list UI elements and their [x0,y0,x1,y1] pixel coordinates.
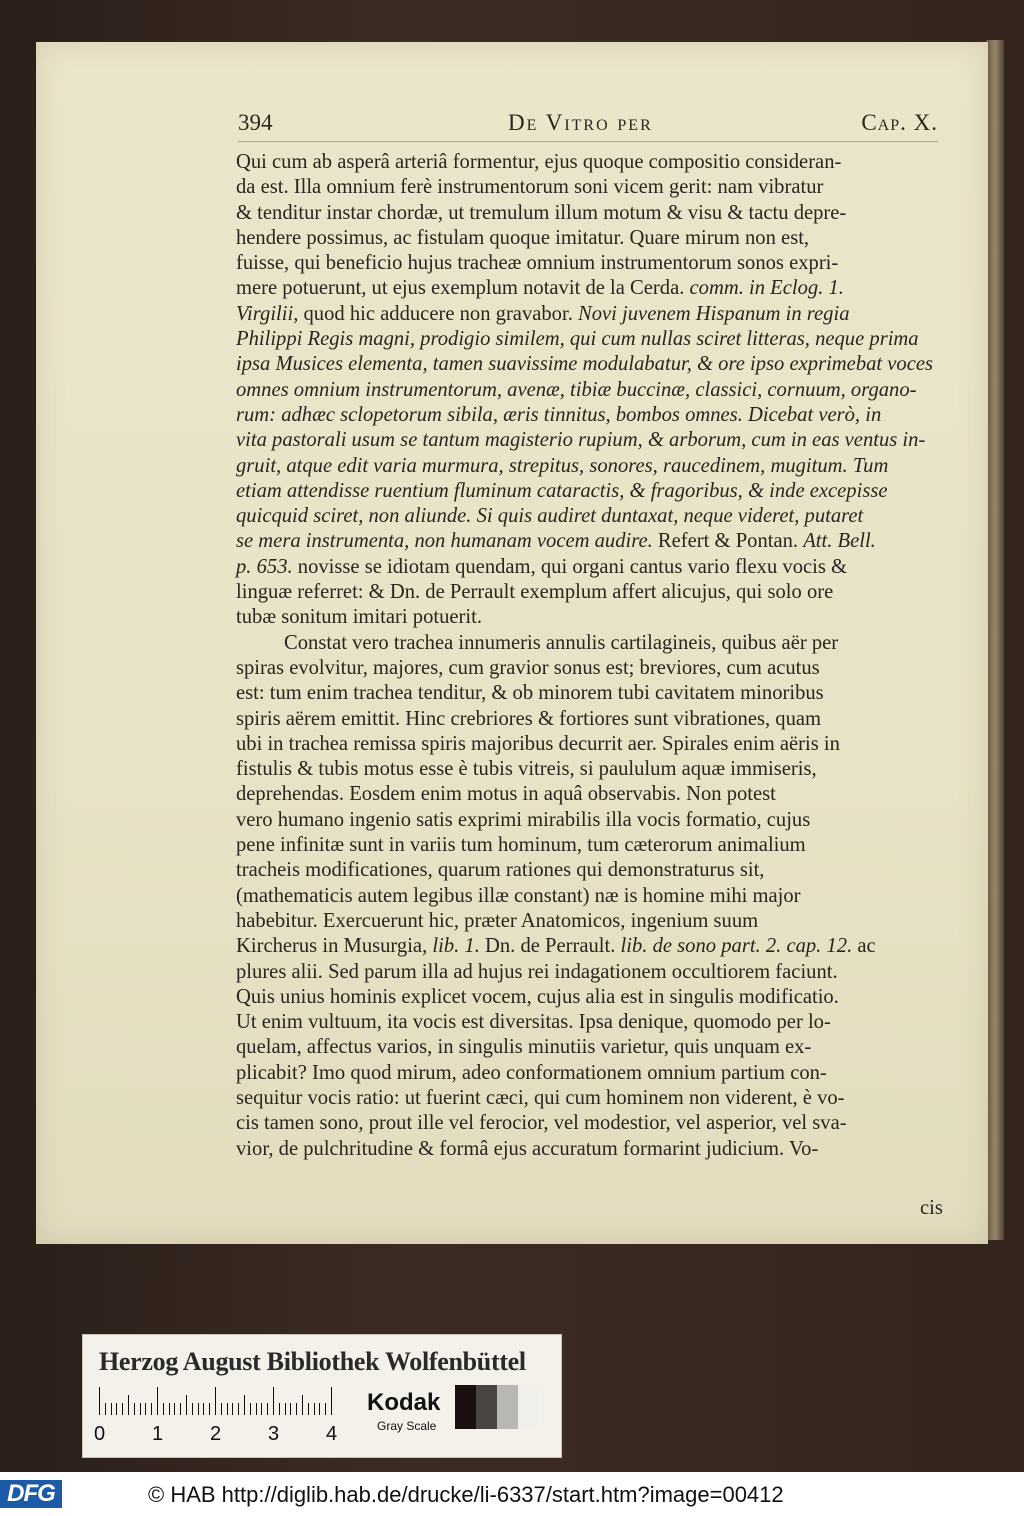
text-line [236,529,958,554]
text-line [236,909,958,934]
italic-text: lib. de sono part. 2. cap. 12. [620,935,853,958]
gray-scale-patches [455,1385,539,1429]
text-segment: tracheis modificationes, quarum rationes qui demonstraturus sit, [236,859,765,882]
page-edges [986,40,1004,1240]
ruler-number: 1 [152,1423,164,1445]
ruler-tick [331,1387,332,1415]
ruler-tick [261,1403,262,1415]
text-line [236,302,958,327]
text-line [236,580,958,605]
text-line [236,1035,958,1060]
text-line [236,454,958,479]
text-segment: spiras evolvitur, majores, cum gravior sonus est; breviores, cum acutus [236,656,820,679]
text-line [236,378,958,403]
gray-patch [497,1385,518,1429]
running-head [238,110,938,144]
text-segment: (mathematicis autem legibus illæ constant) næ is homine mihi major [236,884,801,907]
italic-text: comm. in Eclog. 1. [689,277,844,300]
text-line [236,681,958,706]
ruler-tick [314,1403,315,1415]
text-line [236,1137,958,1162]
ruler-tick [279,1403,280,1415]
ruler-tick [256,1403,257,1415]
ruler-tick [169,1403,170,1415]
italic-text: p. 653. [236,555,293,578]
ruler-tick [232,1403,233,1415]
text-line [236,782,958,807]
ruler-tick [244,1395,245,1415]
text-segment: spiris aërem emittit. Hinc crebriores & fortiores sunt vibrationes, quam [236,707,822,730]
text-segment: fistulis & tubis motus esse è tubis vitreis, si paululum aquæ immiseris, [236,758,817,781]
italic-text: ipsa Musices elementa, tamen suavissime modulabatur, & ore ipso exprimebat voces [236,353,934,376]
ruler-tick [192,1403,193,1415]
text-segment: habebitur. Exercuerunt hic, præter Anatomicos, ingenium suum [236,909,759,932]
italic-text: se mera instrumenta, non humanam vocem audire. [236,530,653,553]
library-name: Herzog August Bibliothek Wolfenbüttel [99,1347,526,1376]
ruler-tick [186,1395,187,1415]
text-segment: deprehendas. Eosdem enim motus in aquâ observabis. Non potest [236,783,776,806]
text-segment: quod hic adducere non gravabor. [298,302,578,325]
italic-text: Novi juvenem Hispanum in regia [578,302,850,325]
dfg-logo: DFG [0,1480,62,1508]
text-line [236,1086,958,1111]
ruler-tick [198,1403,199,1415]
text-segment: Qui cum ab asperâ arteriâ formentur, ejus quoque compositio consideran- [236,151,842,173]
text-line [236,226,958,251]
text-line [236,631,958,656]
gray-patch [455,1385,476,1429]
chapter-label: Cap. X. [861,110,938,135]
ruler-tick [221,1403,222,1415]
ruler-tick [267,1403,268,1415]
text-segment: quelam, affectus varios, in singulis minutiis varietur, quis unquam ex- [236,1036,812,1059]
text-line [236,833,958,858]
text-segment: da est. Illa omnium ferè instrumentorum soni vicem gerit: nam vibratur [236,176,824,199]
text-segment: pene infinitæ sunt in variis tum hominum, tum cæterorum animalium [236,834,806,857]
ruler-tick [105,1403,106,1415]
text-line [236,985,958,1010]
ruler-tick [116,1403,117,1415]
ruler-tick [111,1403,112,1415]
ruler-tick [308,1403,309,1415]
text-segment: Ut enim vultuum, ita vocis est diversitas. Ipsa denique, quomodo per lo- [236,1011,831,1034]
ruler-tick [145,1403,146,1415]
italic-text: Att. Bell. [803,530,876,553]
ruler-number: 0 [94,1423,106,1445]
text-segment: est: tum enim trachea tenditur, & ob minorem tubi cavitatem minoribus [236,682,824,705]
text-line [236,403,958,428]
italic-text: Philippi Regis magni, prodigio similem, qui cum nullas sciret litteras, neque prima [236,328,919,351]
gray-scale-label: Gray Scale [377,1419,437,1433]
text-segment: Refert & Pontan. [652,530,804,553]
text-line [236,1010,958,1035]
ruler-tick [180,1403,181,1415]
text-line [236,732,958,757]
ruler-tick [151,1403,152,1415]
ruler-tick [174,1403,175,1415]
text-segment: linguæ referret: & Dn. de Perrault exemplum affert alicujus, qui solo ore [236,581,834,604]
text-segment: mere potuerunt, ut ejus exemplum notavit de la Cerda. [236,277,690,300]
text-line [236,504,958,529]
ruler-number: 4 [326,1423,338,1445]
text-segment: ubi in trachea remissa spiris majoribus decurrit aer. Spirales enim aëris in [236,732,840,755]
italic-text: Virgilii, [236,302,299,325]
ruler-tick [128,1395,129,1415]
ruler-tick [325,1403,326,1415]
ruler-tick [227,1403,228,1415]
text-line [236,201,958,226]
text-segment: ac [852,935,876,958]
text-segment: tubæ sonitum imitari potuerit. [236,606,482,629]
text-line [236,428,958,453]
text-line [236,757,958,782]
text-segment: Quis unius hominis explicet vocem, cujus alia est in singulis modificatio. [236,985,839,1008]
ruler-tick [238,1403,239,1415]
text-segment: Kircherus in Musurgia, [236,935,433,958]
ruler-tick [134,1403,135,1415]
text-line [236,276,958,301]
credit-text: © HAB http://diglib.hab.de/drucke/li-6337/start.htm?image=00412 [148,1482,784,1507]
ruler-tick [296,1403,297,1415]
cm-ruler [94,1387,349,1445]
ruler-tick [285,1403,286,1415]
running-title: De Vitro per [508,110,653,135]
text-line [236,1111,958,1136]
library-color-bar [82,1334,562,1458]
text-line [236,858,958,883]
text-segment: Dn. de Perrault. [479,935,621,958]
ruler-tick [203,1403,204,1415]
text-line [236,352,958,377]
text-line [236,555,958,580]
text-line [236,884,958,909]
text-segment: plures alii. Sed parum illa ad hujus rei indagationem occultiorem faciunt. [236,960,838,983]
text-line [236,808,958,833]
text-segment: hendere possimus, ac fistulam quoque imitatur. Quare mirum non est, [236,226,810,249]
ruler-tick [290,1403,291,1415]
ruler-tick [99,1387,100,1415]
ruler-tick [273,1387,274,1415]
italic-text: rum: adhæc sclopetorum sibila, æris tinnitus, bombos omnes. Dicebat verò, in [236,403,882,426]
italic-text: omnes omnium instrumentorum, avenæ, tibiæ buccinæ, classici, cornuum, organo- [236,378,917,401]
page-number: 394 [238,110,273,135]
ruler-tick [140,1403,141,1415]
text-line [236,1061,958,1086]
text-segment: cis tamen sono, prout ille vel ferocior, vel modestior, vel asperior, vel sva- [236,1112,847,1135]
credit-bar [0,1472,1024,1516]
text-line [236,605,958,630]
ruler-tick [157,1387,158,1415]
italic-text: vita pastorali usum se tantum magisterio rupium, & arborum, cum in eas ventus in- [236,429,926,452]
text-segment: vior, de pulchritudine & formâ ejus accuratum formarint judicium. Vo- [236,1137,819,1160]
gray-patch [518,1385,539,1429]
text-line [236,960,958,985]
text-segment: sequitur vocis ratio: ut fuerint cæci, qui cum hominem non viderent, è vo- [236,1086,845,1109]
text-line [236,150,958,175]
text-line [236,175,958,200]
text-line [236,934,958,959]
text-segment: Constat vero trachea innumeris annulis cartilagineis, quibus aër per [284,631,839,654]
text-line [236,479,958,504]
ruler-tick [122,1403,123,1415]
catchword: cis [920,1197,943,1219]
text-segment: vero humano ingenio satis exprimi mirabilis illa vocis formatio, cujus [236,808,811,831]
text-segment: fuisse, qui beneficio hujus tracheæ omnium instrumentorum sonos expri- [236,252,839,275]
text-segment: & tenditur instar chordæ, ut tremulum illum motum & visu & tactu depre- [236,201,847,224]
ruler-tick [302,1395,303,1415]
text-line [236,327,958,352]
text-line [236,656,958,681]
body-text [236,150,958,1162]
italic-text: quicquid sciret, non aliunde. Si quis audiret duntaxat, neque videret, putaret [236,505,864,528]
text-line [236,251,958,276]
text-segment: plicabit? Imo quod mirum, adeo conformationem omnium partium con- [236,1061,827,1084]
ruler-tick [319,1403,320,1415]
italic-text: etiam attendisse ruentium fluminum cataractis, & fragoribus, & inde excepisse [236,479,888,502]
italic-text: lib. 1. [432,935,480,958]
gray-patch [476,1385,497,1429]
text-line [236,707,958,732]
ruler-tick [209,1403,210,1415]
kodak-logo: Kodak [367,1389,441,1416]
text-segment: novisse se idiotam quendam, qui organi cantus vario flexu vocis & [292,555,848,578]
italic-text: gruit, atque edit varia murmura, strepitus, sonores, raucedinem, mugitum. Tum [236,454,889,477]
ruler-tick [215,1387,216,1415]
ruler-number: 3 [268,1423,280,1445]
ruler-tick [250,1403,251,1415]
ruler-tick [163,1403,164,1415]
ruler-number: 2 [210,1423,222,1445]
